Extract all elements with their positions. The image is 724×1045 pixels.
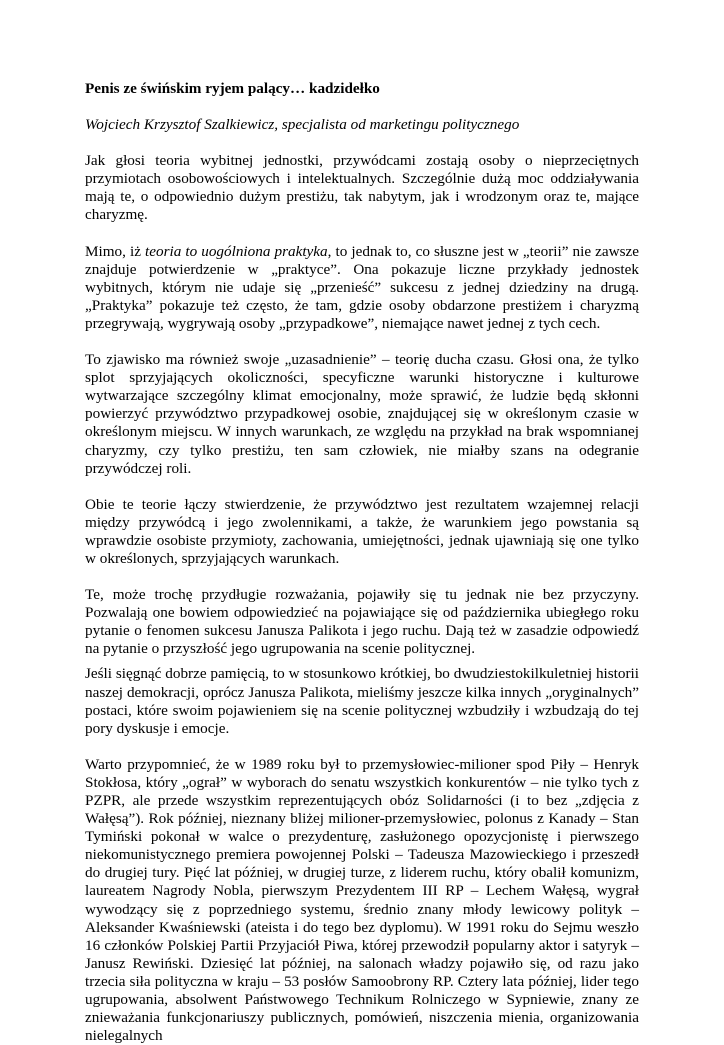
document-title: Penis ze świńskim ryjem palący… kadzidełko — [85, 80, 380, 97]
paragraph-3: To zjawisko ma również swoje „uzasadnienie” – teorię ducha czasu. Głosi ona, że tylko splot sprzyjających okoliczności, specyficzne warunki historyczne i kulturowe wytwarzające szczególny klimat emocjonalny, może sprawić, że ludzie będą skłonni powierzyć przywództwo przypadkowej osobie, znajdującej się w określonym czasie w określonym miejscu. W innych warunkach, ze względu na przykład na brak wspomnianej charyzmy, czy tylko prestiżu, ten sam człowiek, nie miałby szans na odegranie przywódczej roli. — [85, 351, 639, 477]
paragraph-7: Warto przypomnieć, że w 1989 roku był to przemysłowiec-milioner spod Piły – Henryk Stokłosa, który „ograł” w wyborach do senatu wszystkich konkurentów – nie tylko tych z PZPR, ale przede wszystkim reprezentujących obóz Solidarności (i to bez „zdjęcia z Wałęsą”). Rok później, nieznany bliżej milioner-przemysłowiec, polonus z Kanady – Stan Tymiński pokonał w walce o prezydenturę, zasłużonego opozycjonistę i pierwszego niekomunistycznego premiera powojennej Polski – Tadeusza Mazowieckiego i przeszedł do drugiej tury. Pięć lat później, w drugiej turze, z liderem ruchu, który obalił komunizm, laureatem Nagrody Nobla, pierwszym Prezydentem III RP – Lechem Wałęsą, wygrał wywodzący się z poprzedniego systemu, średnio znany młody lewicowy polityk – Aleksander Kwaśniewski (ateista i do tego bez dyplomu). W 1991 roku do Sejmu weszło 16 członków Polskiej Partii Przyjaciół Piwa, której przewodził popularny aktor i satyryk – Janusz Rewiński. Dziesięć lat później, na salonach władzy pojawiło się, od razu jako trzecia siła polityczna w kraju – 53 posłów Samoobrony RP. Cztery lata później, lider tego ugrupowania, absolwent Państwowego Technikum Rolniczego w Sypniewie, znany ze znieważania funkcjonariuszy publicznych, pomówień, niszczenia mienia, organizowania nielegalnych — [85, 755, 639, 1045]
paragraph-2-text-start: Mimo, iż — [85, 242, 146, 260]
paragraph-4: Obie te teorie łączy stwierdzenie, że przywództwo jest rezultatem wzajemnej relacji między przywódcą i jego zwolennikami, a także, że warunkiem jego powstania są wprawdzie osobiste przymioty, zachowania, umiejętności, jednak ujawniają się one tylko w określonych, sprzyjających warunkach. — [85, 495, 639, 567]
paragraph-2 — [85, 243, 639, 333]
paragraph-6: Jeśli sięgnąć dobrze pamięcią, to w stosunkowo krótkiej, bo dwudziestokilkuletniej historii naszej demokracji, oprócz Janusza Palikota, mieliśmy jeszcze kilka innych „oryginalnych” postaci, które swoim pojawieniem się na scenie politycznej wzbudziły i wzbudzają do tej pory dyskusje i emocje. — [85, 665, 639, 737]
paragraph-1: Jak głosi teoria wybitnej jednostki, przywódcami zostają osoby o nieprzeciętnych przymiotach osobowościowych i intelektualnych. Szczególnie dużą moc oddziaływania mają te, o odpowiednio dużym prestiżu, tak nabytym, jak i wrodzonym oraz te, mające charyzmę. — [85, 152, 639, 224]
document-page — [85, 80, 639, 1045]
paragraph-5: Te, może trochę przydługie rozważania, pojawiły się tu jednak nie bez przyczyny. Pozwalają one bowiem odpowiedzieć na pojawiające się od października ubiegłego roku pytanie o fenomen sukcesu Janusza Palikota i jego ruchu. Dają też w zasadzie odpowiedź na pytanie o przyszłość jego ugrupowania na scenie politycznej. — [85, 586, 639, 658]
paragraph-2-text-end: , to jednak to, co słuszne jest w „teorii” nie zawsze znajduje potwierdzenie w „praktyce”. Ona pokazuje liczne przykłady jednostek wybitnych, którym nie udaje się „przenieść” sukcesu z jednej dziedziny na drugą. „Praktyka” pokazuje też często, że tam, gdzie osoby obdarzone prestiżem i charyzmą przegrywają, wygrywają osoby „przypadkowe”, niemające nawet jednej z tych cech. — [85, 242, 639, 332]
paragraph-2-emphasis: teoria to uogólniona praktyka — [145, 242, 328, 260]
author-byline: Wojciech Krzysztof Szalkiewicz, specjalista od marketingu politycznego — [85, 116, 520, 134]
